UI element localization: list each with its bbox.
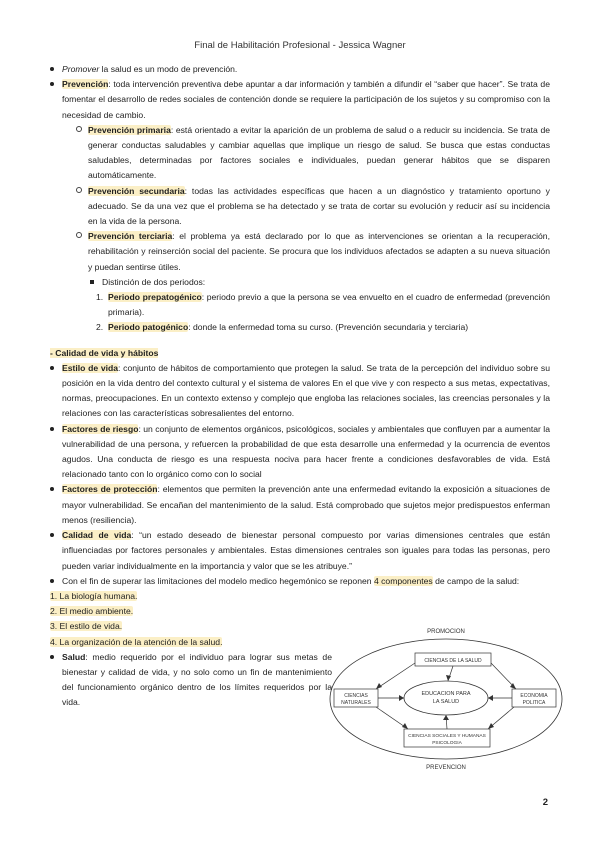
bullet-componentes bbox=[50, 574, 550, 589]
component-4-text: 4. La organización de la atención de la salud. bbox=[50, 636, 223, 647]
bullet-circle-icon bbox=[76, 229, 86, 244]
diagram-top-box-text: CIENCIAS DE LA SALUD bbox=[424, 658, 482, 664]
bullet-prevencion-secundaria bbox=[76, 184, 550, 230]
periodo-2-number: 2. bbox=[96, 322, 104, 333]
bullet-dot-icon bbox=[50, 422, 60, 437]
estilo-vida-text: : conjunto de hábitos de comportamiento que protegen la salud. Se trata de la percepción del individuo sobre su posición en la vida dentro del contexto cultural y el sistema de valores En el que vive y con respecto a sus metas, expectativas, normas, preocupaciones. En un contexto extenso y complejo que engloba las relaciones sociales, las creencias personales y la relaciones con las características sobresalientes del entorno. bbox=[62, 362, 550, 419]
center-ellipse bbox=[404, 681, 488, 715]
bullet-dot-icon bbox=[50, 574, 60, 589]
componentes-pre: Con el fin de superar las limitaciones del modelo medico hegemónico se reponen bbox=[62, 575, 374, 586]
page-content bbox=[50, 62, 550, 711]
bullet-estilo-vida bbox=[50, 361, 550, 422]
salud-text: : medio requerido por el individuo para lograr sus metas de bienestar y calidad de vida, y no solo como un fin de mantenimiento del funcionamiento orgánico dentro de los límites requeridos por la vida. bbox=[62, 651, 332, 708]
prevencion-secundaria-text: : todas las actividades específicas que hacen a un diagnóstico y tratamiento oportuno y adecuado. Se da una vez que el problema se ha detectado y se trata de cortar su evolución y reducir así su incidencia en la vida de la persona. bbox=[88, 185, 550, 227]
componentes-post: de campo de la salud: bbox=[432, 575, 520, 586]
page-header: Final de Habilitación Profesional - Jessica Wagner bbox=[194, 40, 406, 51]
bullet-calidad-vida bbox=[50, 528, 550, 574]
component-2 bbox=[50, 604, 550, 619]
periodo-2 bbox=[96, 320, 550, 335]
calidad-vida-term: Calidad de vida bbox=[62, 530, 132, 541]
factores-proteccion-text: : elementos que permiten la prevención ante una enfermedad evitando la exposición a situaciones de mayor vulnerabilidad. Se encañan del mantenimiento de la salud. Está comprobado que sujetos mejor predispuestos enferman menos (resiliencia). bbox=[62, 484, 550, 525]
factores-riesgo-term: Factores de riesgo bbox=[62, 423, 139, 434]
diagram-left-box-line2: NATURALES bbox=[341, 700, 371, 706]
diagram-right-box-line2: POLITICA bbox=[522, 700, 546, 706]
periodos-intro: Distinción de dos periodos: bbox=[102, 276, 206, 287]
section-heading-calidad bbox=[50, 346, 550, 361]
diagram-bottom-box-line1: CIENCIAS SOCIALES Y HUMANAS bbox=[408, 734, 486, 739]
componentes-highlight: 4 componentes bbox=[373, 575, 433, 586]
bullet-prevencion-terciaria bbox=[76, 229, 550, 275]
bullet-dot-icon bbox=[50, 650, 60, 665]
bullet-dot-icon bbox=[50, 77, 60, 92]
periodo-1 bbox=[96, 290, 550, 320]
promover-term: Promover bbox=[62, 64, 100, 74]
bullet-periodos bbox=[90, 275, 550, 290]
factores-proteccion-term: Factores de protección bbox=[62, 484, 158, 495]
bullet-circle-icon bbox=[76, 123, 86, 138]
diagram-right-box-line1: ECONOMIA bbox=[520, 693, 548, 699]
bullet-dot-icon bbox=[50, 482, 60, 497]
diagram-bottom-label: PREVENCION bbox=[426, 765, 466, 771]
bullet-dot-icon bbox=[50, 62, 60, 77]
salud-term: Salud bbox=[62, 651, 86, 662]
periodo-1-text: : periodo previo a que la persona se vea envuelto en el cuadro de enfermedad (prevención primaria). bbox=[108, 292, 550, 318]
bullet-salud bbox=[50, 650, 332, 711]
periodo-1-number: 1. bbox=[96, 292, 104, 303]
prevencion-secundaria-term: Prevención secundaria bbox=[88, 185, 185, 196]
health-field-diagram bbox=[326, 623, 566, 773]
prevencion-text: : toda intervención preventiva debe apuntar a dar información y también a difundir el “saber que hacer”. Se trata de fomentar el desarrollo de redes sociales de contención donde se requiere la participación de los sujetos y su compromiso con la necesidad de cambio. bbox=[62, 79, 550, 120]
diagram-bottom-box-line2: PSICOLOGIA bbox=[432, 741, 462, 746]
prevencion-terciaria-term: Prevención terciaria bbox=[88, 231, 173, 242]
bullet-prevencion-primaria bbox=[76, 123, 550, 184]
bullet-prevencion bbox=[50, 77, 550, 123]
prevencion-primaria-text: : está orientado a evitar la aparición de un problema de salud o a reducir su incidencia. Se trata de generar conductas saludables y cambiar aquellas que implique un riesgo de salud. Se busca que estas conductas saludables, determinadas por factores sociales e individuales, puedan generar hábitos que se disparen automáticamente. bbox=[88, 124, 550, 181]
component-2-text: 2. El medio ambiente. bbox=[50, 606, 134, 617]
factores-riesgo-text: : un conjunto de elementos orgánicos, psicológicos, sociales y ambientales que confluyen par a aumentar la vulnerabilidad de una persona, y refuercen la probabilidad de que esta desarrolle una enfermedad y la ocurrencia de eventos agudos. Una conducta de riesgo es una respuesta nociva para hacer frente a condiciones desfavorables de vida. Está relacionado tanto con lo orgánico como con lo social bbox=[62, 423, 550, 480]
diagram-center-line1: EDUCACION PARA bbox=[421, 691, 471, 697]
promover-text: la salud es un modo de prevención. bbox=[99, 64, 238, 74]
periodo-2-text: : donde la enfermedad toma su curso. (Prevención secundaria y terciaria) bbox=[188, 322, 469, 333]
diagram-left-box-line1: CIENCIAS bbox=[344, 693, 368, 699]
bullet-factores-proteccion bbox=[50, 482, 550, 528]
prevencion-terciaria-text: : el problema ya está declarado por lo que as intervenciones se orientan a la recuperación, rehabilitación y reinserción social del paciente. Se procura que los individuos afectados se adapten a su nueva situación y puedan sentirse útiles. bbox=[88, 231, 550, 272]
bullet-circle-icon bbox=[76, 184, 86, 199]
component-3-text: 3. El estilo de vida. bbox=[50, 621, 123, 632]
diagram-top-label: PROMOCION bbox=[427, 629, 465, 635]
periodo-1-term: Periodo prepatogénico bbox=[108, 292, 202, 303]
periodo-2-term: Periodo patogénico bbox=[108, 322, 189, 333]
component-1 bbox=[50, 589, 550, 604]
diagram-center-line2: LA SALUD bbox=[432, 699, 460, 705]
calidad-vida-text: : “un estado deseado de bienestar personal compuesto por varias dimensiones centrales que están influenciadas por factores personales y ambientales. Estas dimensiones centrales son iguales para todas las personas, pero pueden variar individualmente en la importancia y valor que se les atribuye.” bbox=[62, 530, 550, 571]
prevencion-term: Prevención bbox=[62, 79, 109, 90]
estilo-vida-term: Estilo de vida bbox=[62, 362, 119, 373]
bullet-promover bbox=[50, 62, 550, 77]
bullet-square-icon bbox=[90, 275, 100, 290]
bullet-factores-riesgo bbox=[50, 422, 550, 483]
component-1-text: 1. La biología humana. bbox=[50, 590, 138, 601]
page-number: 2 bbox=[542, 797, 548, 808]
bullet-dot-icon bbox=[50, 361, 60, 376]
section-heading-text: - Calidad de vida y hábitos bbox=[50, 347, 159, 358]
prevencion-primaria-term: Prevención primaria bbox=[88, 124, 171, 135]
bullet-dot-icon bbox=[50, 528, 60, 543]
